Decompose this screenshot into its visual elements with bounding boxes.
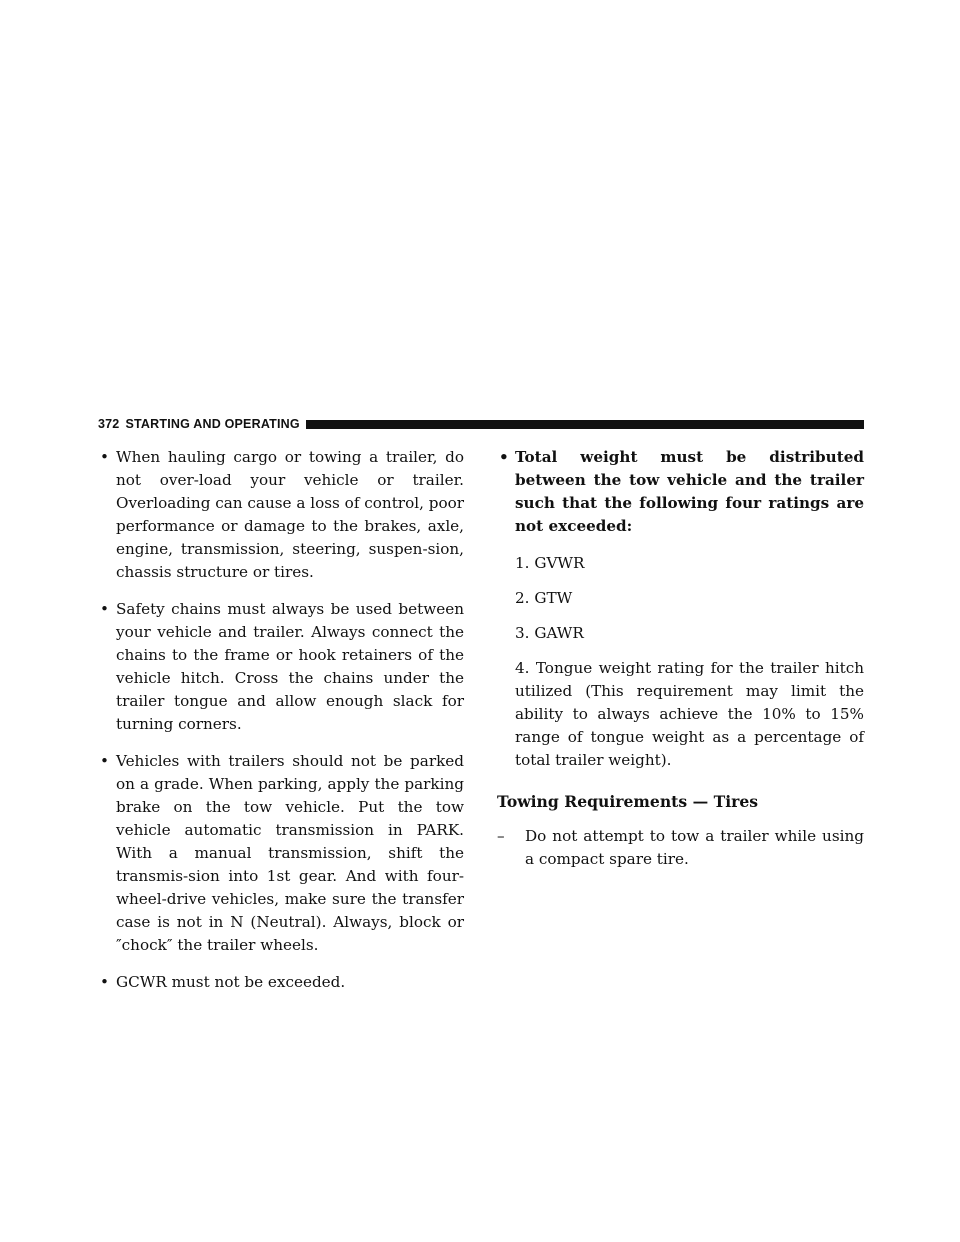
list-item (98, 750, 464, 957)
bullet-text: Total weight must be distributed between the tow vehicle and the trailer such that the following four ratings are not exceeded: (515, 448, 864, 535)
section-title: STARTING AND OPERATING (125, 417, 300, 431)
bullet-icon: • (100, 752, 109, 770)
bullet-icon: • (100, 973, 109, 991)
right-column (497, 446, 864, 871)
list-item (497, 825, 864, 871)
numbered-item: 4. Tongue weight rating for the trailer hitch utilized (This requirement may limit the ability to always achieve the 10% to 15% range of tongue weight as a percentage of total trailer weight). (515, 659, 864, 769)
page-number: 372 (98, 417, 120, 431)
dash-icon: – (497, 827, 505, 845)
bullet-text: GCWR must not be exceeded. (116, 973, 346, 991)
bullet-text: When hauling cargo or towing a trailer, do not over-load your vehicle or trailer. Overloading can cause a loss of control, poor performance or damage to the brakes, axle, engine, transmission, steering, suspen-sion, chassis structure or tires. (116, 448, 464, 581)
bullet-text: Safety chains must always be used between your vehicle and trailer. Always connect the chains to the frame or hook retainers of the vehicle hitch. Cross the chains under the trailer tongue and allow enough slack for turning corners. (116, 600, 464, 733)
list-item (497, 446, 864, 538)
bullet-text: Vehicles with trailers should not be parked on a grade. When parking, apply the parking brake on the tow vehicle. Put the tow vehicle automatic transmission in PARK. With a manual transmission, shift the transmis-sion into 1st gear. And with four-wheel-drive vehicles, make sure the transfer case is not in N (Neutral). Always, block or ″chock″ the trailer wheels. (116, 752, 464, 954)
header-rule (306, 420, 864, 429)
page-header (98, 416, 864, 432)
list-item (98, 446, 464, 584)
numbered-item: 2. GTW (515, 589, 573, 607)
left-column (98, 446, 464, 1008)
list-item (98, 598, 464, 736)
dash-text: Do not attempt to tow a trailer while using a compact spare tire. (525, 827, 864, 868)
numbered-item: 3. GAWR (515, 624, 584, 642)
bullet-icon: • (499, 448, 509, 466)
list-item (98, 971, 464, 994)
bullet-icon: • (100, 600, 109, 618)
numbered-item: 1. GVWR (515, 554, 585, 572)
subheading: Towing Requirements — Tires (497, 792, 759, 811)
bullet-icon: • (100, 448, 109, 466)
